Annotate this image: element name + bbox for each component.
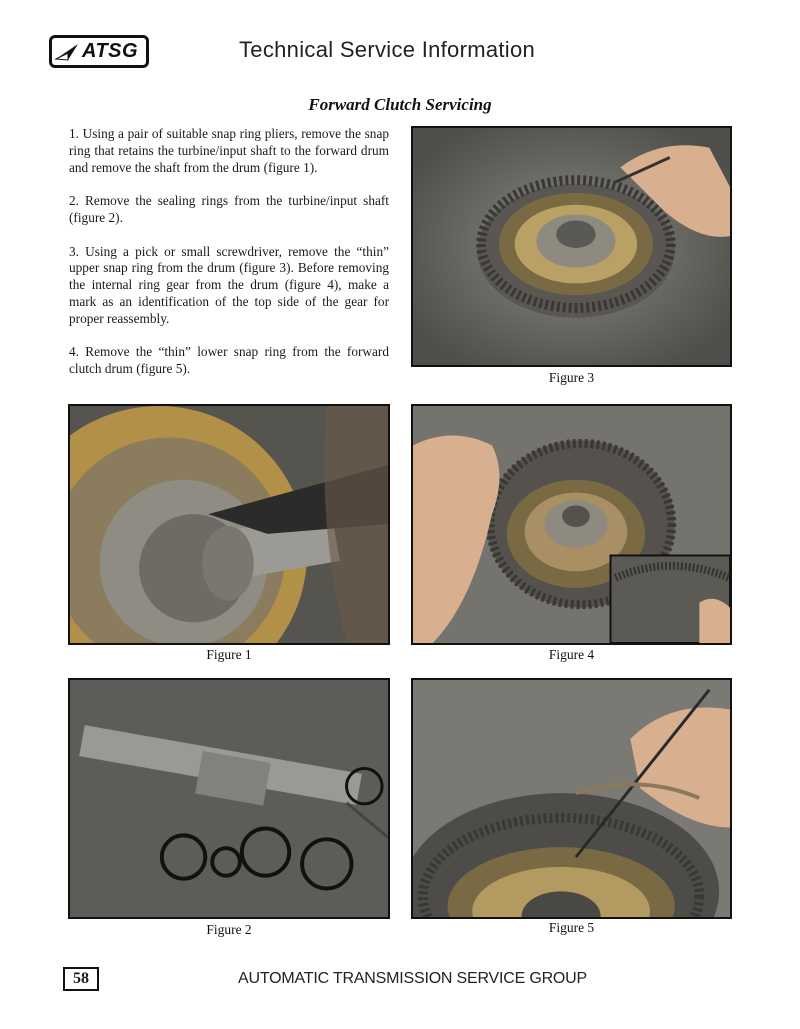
section-title: Forward Clutch Servicing	[308, 95, 492, 114]
logo-text: ATSG	[82, 40, 139, 62]
step-1: 1. Using a pair of suitable snap ring pliers, remove the snap ring that retains the turbine/input shaft to the forward drum and remove the shaft from the drum (figure 1).	[69, 126, 389, 175]
figure-3-caption: Figure 3	[548, 370, 595, 385]
figure-2-caption: Figure 2	[206, 922, 252, 937]
instruction-steps	[69, 126, 389, 395]
step-4: 4. Remove the “thin” lower snap ring from the forward clutch drum (figure 5).	[69, 344, 389, 377]
footer-organization: AUTOMATIC TRANSMISSION SERVICE GROUP	[238, 970, 588, 987]
figure-5-caption: Figure 5	[548, 920, 595, 935]
figure-3-photo	[411, 126, 732, 367]
figure-4-caption: Figure 4	[548, 647, 595, 662]
page-header-title: Technical Service Information	[239, 37, 536, 62]
figure-5-photo	[411, 678, 732, 919]
figure-1-photo	[68, 404, 390, 645]
page-number: 58	[63, 967, 99, 991]
figure-4-photo	[411, 404, 732, 645]
figure-1-caption: Figure 1	[206, 647, 252, 662]
step-2: 2. Remove the sealing rings from the turbine/input shaft (figure 2).	[69, 193, 389, 225]
atsg-logo-icon	[52, 38, 82, 65]
figure-2-photo	[68, 678, 390, 919]
atsg-logo	[49, 35, 149, 68]
step-3: 3. Using a pick or small screwdriver, remove the “thin” upper snap ring from the drum (figure 3). Before removing the internal ring gear from the drum (figure 4), make a mark as an identification of the top side of the gear for proper reassembly.	[69, 243, 389, 326]
